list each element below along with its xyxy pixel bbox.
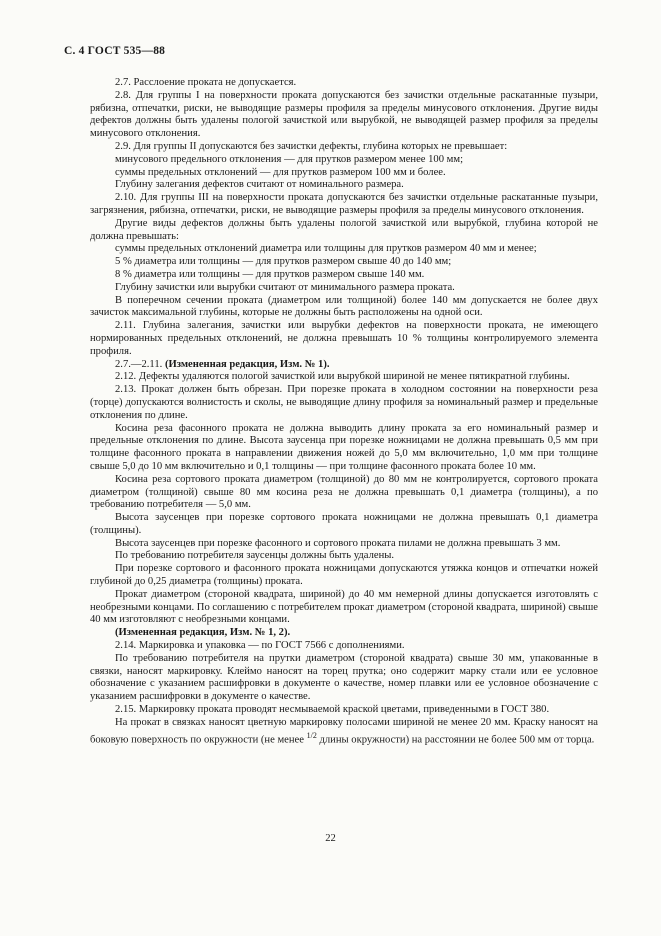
paragraph-text: 5 % диаметра или толщины — для прутков размером свыше 40 до 140 мм;: [115, 256, 452, 268]
paragraph-text: 2.9. Для группы II допускаются без зачистки дефекты, глубина которых не превышает:: [115, 140, 508, 152]
paragraph-text: В поперечном сечении проката (диаметром или толщиной) более 140 мм допускается не более двух зачисток максимальной глубины, которые не должны быть расположены на одной оси.: [90, 294, 598, 319]
paragraph: [90, 179, 598, 192]
paragraph: [90, 474, 598, 512]
paragraph-text: 2.11. Глубина залегания, зачистки или вырубки дефектов на поверхности проката, не имеющего нормированных предельных отклонений, не должна превышать 10 % толщины контролируемого элемента профиля.: [90, 320, 598, 357]
paragraph: [90, 589, 598, 627]
paragraph-text: 2.13. Прокат должен быть обрезан. При порезке проката в холодном состоянии на поверхности реза (торце) допускаются волнистость и сколы, не выводящие длину профиля за номинальный размер и предельные отклонения по длине.: [90, 384, 598, 421]
page-header: С. 4 ГОСТ 535—88: [64, 45, 166, 57]
paragraph-text: 2.14. Маркировка и упаковка — по ГОСТ 7566 с дополнениями.: [115, 640, 405, 652]
paragraph-text-tail: длины окружности) на расстоянии не более 500 мм от торца.: [319, 734, 595, 746]
paragraph: [90, 269, 598, 282]
paragraph-text: На прокат в связках наносят цветную маркировку полосами шириной не менее 20 мм. Краску наносят на боковую поверхность по окружности (не менее: [90, 716, 598, 746]
paragraph: [90, 295, 598, 321]
paragraph: [90, 371, 598, 384]
paragraph: [90, 704, 598, 717]
paragraph-text: минусового предельного отклонения — для прутков размером менее 100 мм;: [115, 153, 464, 165]
paragraph: [90, 320, 598, 358]
paragraph-text: 2.12. Дефекты удаляются пологой зачисткой или вырубкой шириной не менее пятикратной глубины.: [115, 371, 570, 383]
paragraph: [90, 423, 598, 474]
paragraph-text: Прокат диаметром (стороной квадрата, шириной) до 40 мм немерной длины допускается изготовлять с необрезными концами. По соглашению с потребителем прокат диаметром (стороной квадрата, шириной) свыше 40 мм изготовляют с необрезными концами.: [90, 588, 599, 626]
paragraph-text: Другие виды дефектов должны быть удалены пологой зачисткой или вырубкой, глубина которой не должна превышать:: [90, 217, 598, 242]
paragraph-text: суммы предельных отклонений диаметра или толщины для прутков размером 40 мм и менее;: [115, 243, 537, 255]
page-number: 22: [325, 833, 336, 844]
paragraph: [90, 653, 598, 704]
paragraph: [90, 627, 598, 640]
paragraph-text: Глубину зачистки или вырубки считают от минимального размера проката.: [115, 281, 455, 293]
paragraph-text: При порезке сортового и фасонного проката ножницами допускаются утяжка концов и отпечатки ножей глубиной до 0,25 диаметра (толщины) проката.: [90, 563, 598, 588]
paragraph: [90, 90, 598, 141]
paragraph-text: Косина реза сортового проката диаметром (толщиной) до 80 мм не контролируется, сортового проката диаметром (толщиной) свыше 80 мм косина реза не должна превышать 0,1 диаметра (толщины), а по требованию потребителя — 5,0 мм.: [90, 473, 598, 511]
paragraph-text: Высота заусенцев при порезке сортового проката ножницами не должна превышать 0,1 диаметра (толщины).: [90, 512, 598, 536]
paragraph-text: 8 % диаметра или толщины — для прутков размером свыше 140 мм.: [115, 268, 425, 280]
paragraph-text: Косина реза фасонного проката не должна выводить длину проката за его номинальный размер и предельные отклонения по длине. Высота заусенца при порезке ножницами не должна превышать 0,5 мм при толщине фасонного проката в направлении движения ножей до 5,0 мм включительно, 1,0 мм при толщине свыше 5,0 до 10 мм включительно и 0,1 толщины — при толщине фасонного проката более 10 мм.: [90, 422, 598, 472]
paragraph: [90, 640, 598, 653]
paragraph-text: Глубину залегания дефектов считают от номинального размера.: [115, 179, 404, 191]
paragraph: [90, 167, 598, 180]
fraction: 1/2: [306, 730, 317, 740]
paragraph: [90, 243, 598, 256]
paragraph: [90, 512, 598, 538]
paragraph: [90, 550, 598, 563]
paragraph-text: 2.15. Маркировку проката проводят несмываемой краской цветами, приведенными в ГОСТ 380.: [115, 704, 550, 716]
paragraph: [90, 282, 598, 295]
paragraph-text: По требованию потребителя на прутки диаметром (стороной квадрата) свыше 30 мм, упакованные в связки, наносят маркировку. Клеймо наносят на торец прутка; оно содержит марку стали или ее условное обозначение с указанием расшифровки в документе о качестве, номер плавки или ее условное обозначение с указанием расшифровки в документе о качестве.: [90, 652, 598, 703]
paragraph: [90, 141, 598, 154]
paragraph-text: 2.10. Для группы III на поверхности проката допускаются без зачистки отдельные раскатанные пузыри, загрязнения, рябизна, отпечатки, риски, не выводящие размеры профиля за пределы минусового отклонения.: [90, 192, 598, 216]
paragraph: [90, 717, 598, 747]
paragraph: [90, 77, 598, 90]
paragraph-text: 2.7.—2.11.: [115, 358, 163, 370]
paragraph-text: Высота заусенцев при порезке фасонного и сортового проката пилами не должна превышать 3 мм.: [115, 537, 561, 549]
document-body: [90, 77, 598, 747]
paragraph-text: По требованию потребителя заусенцы должны быть удалены.: [115, 550, 395, 562]
paragraph: [90, 563, 598, 589]
paragraph: [90, 154, 598, 167]
amendment-note: (Измененная редакция, Изм. № 1).: [164, 358, 330, 370]
paragraph: [90, 192, 598, 218]
amendment-note: (Измененная редакция, Изм. № 1, 2).: [115, 627, 291, 639]
paragraph-text: 2.8. Для группы I на поверхности проката допускаются без зачистки отдельные раскатанные пузыри, рябизна, отпечатки, риски, не выводящие размеры профиля за пределы минусового отклонения. Другие виды дефектов должны быть удалены пологой зачисткой или вырубкой, не выводящей размер профиля за пределы минусового отклонения.: [90, 89, 598, 140]
paragraph: [90, 359, 598, 372]
paragraph-text: суммы предельных отклонений — для прутков размером 100 мм и более.: [115, 166, 446, 178]
paragraph: [90, 218, 598, 244]
paragraph-text: 2.7. Расслоение проката не допускается.: [115, 77, 297, 88]
paragraph: [90, 538, 598, 551]
paragraph: [90, 384, 598, 422]
paragraph: [90, 256, 598, 269]
